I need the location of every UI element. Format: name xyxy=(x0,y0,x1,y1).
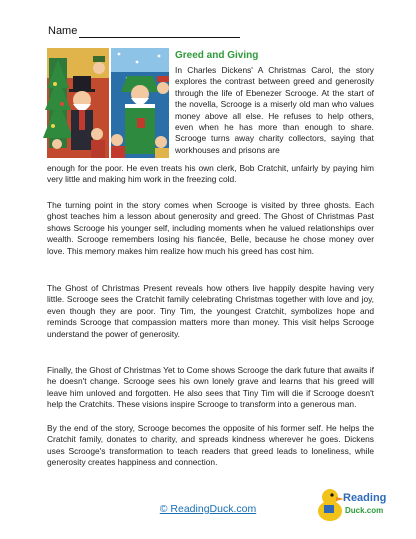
paragraph-2: The turning point in the story comes when Scrooge is visited by three ghosts. Each ghost teaches him a lesson about generosity and greed. The Ghost of Christmas Past shows Scrooge his younger self, including moments when he valued relationships over wealth. Scrooge remembers losing his fiancée, Belle, because he chose money over love. This memory makes him realize how much his greed has cost him. xyxy=(47,200,374,256)
paragraph-5: By the end of the story, Scrooge becomes the opposite of his former self. He helps the Cratchit family, donates to charity, and spreads kindness wherever he goes. Dickens uses Scrooge's transformation to teach readers that greed leads to loneliness, while generosity creates happiness and connection. xyxy=(47,423,374,468)
article-title: Greed and Giving xyxy=(175,50,259,61)
logo-text-line1: Reading xyxy=(343,492,387,504)
logo-text-line2: Duck.com xyxy=(345,506,384,515)
paragraph-4: Finally, the Ghost of Christmas Yet to Come shows Scrooge the dark future that awaits if he doesn't change. Scrooge sees his own lonely grave and learns that his greed will leave him unloved and forgotten. He also sees that Tiny Tim will die if Scrooge doesn't help the Cratchits. These visions inspire Scrooge to transform into a generous man. xyxy=(47,365,374,410)
paragraph-1-wrapped: In Charles Dickens' A Christmas Carol, the story explores the contrast between greed and generosity through the life of Ebenezer Scrooge. At the start of the novella, Scrooge is a miserly old man who values money above all else. He refuses to help others, even when he has more than enough to share. Scrooge turns away charity collectors, saying that workhouses and prisons are xyxy=(175,65,374,155)
readingduck-link[interactable]: © ReadingDuck.com xyxy=(159,503,257,515)
paragraph-1-continued: enough for the poor. He even treats his own clerk, Bob Cratchit, unfairly by paying him very little and making him work in the freezing cold. xyxy=(47,163,374,185)
readingduck-logo xyxy=(316,481,387,525)
name-label: Name xyxy=(48,25,78,37)
christmas-carol-illustration xyxy=(47,48,169,158)
name-field-line[interactable] xyxy=(79,37,240,38)
paragraph-3: The Ghost of Christmas Present reveals how others live happily despite having very little. Scrooge sees the Cratchit family celebrating Christmas together with love and joy, even though they are poor. Tiny Tim, the youngest Cratchit, symbolizes hope and reminds Scrooge that compassion matters more than money. This visit helps Scrooge understand the power of generosity. xyxy=(47,283,374,339)
